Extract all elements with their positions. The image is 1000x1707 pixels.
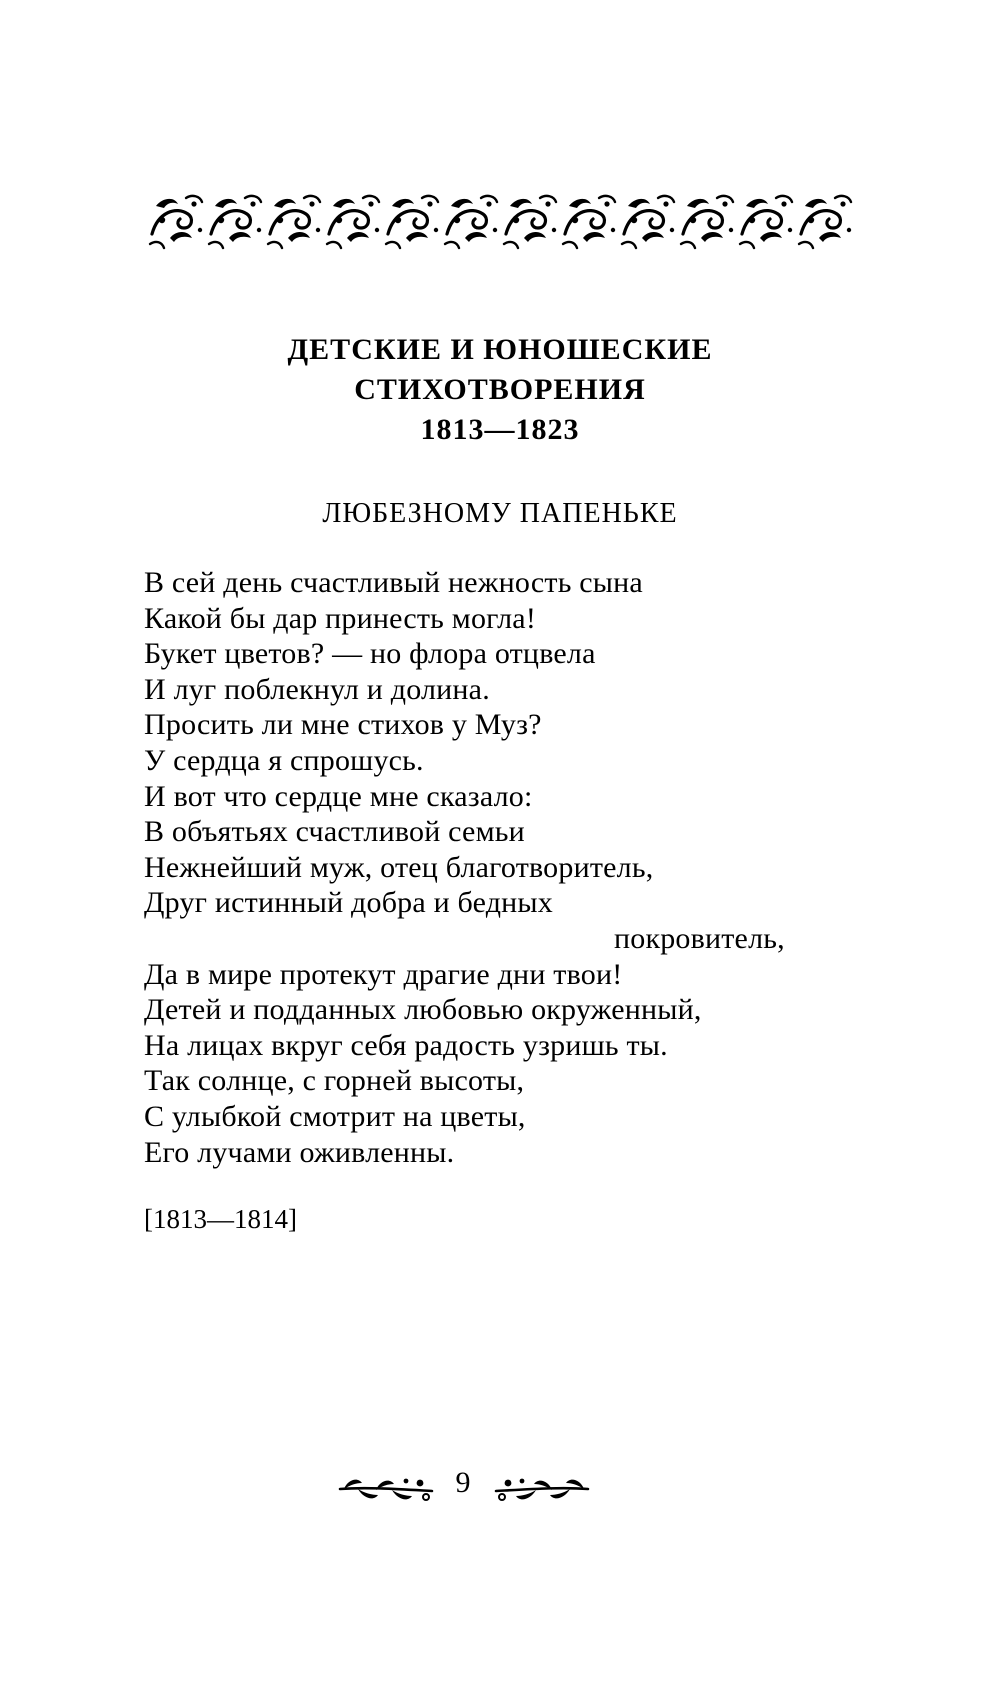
ornament-motif-icon bbox=[386, 196, 438, 248]
poem-line-continuation: покровитель, bbox=[614, 921, 785, 955]
poem-line: Какой бы дар принесть могла! bbox=[144, 601, 537, 635]
poem-line: Просить ли мне стихов у Муз? bbox=[144, 708, 542, 742]
ornament-motif-icon bbox=[563, 196, 615, 248]
section-title bbox=[0, 330, 1000, 450]
ornament-motif-icon bbox=[150, 196, 202, 248]
page-footer bbox=[0, 1463, 1000, 1513]
poem-line: Нежнейший муж, отец благотворитель, bbox=[144, 850, 654, 884]
ornament-motif-icon bbox=[740, 196, 792, 248]
ornament-motif-icon bbox=[327, 196, 379, 248]
page-number: 9 bbox=[455, 1466, 471, 1499]
poem-text bbox=[144, 565, 844, 1170]
poem-date: [1813—1814] bbox=[144, 1204, 297, 1234]
ornament-motif-icon bbox=[622, 196, 674, 248]
poem-line: На лицах вкруг себя радость узришь ты. bbox=[144, 1028, 668, 1062]
poem-line: Его лучами оживленны. bbox=[144, 1135, 455, 1169]
poem-line: Детей и подданных любовью окруженный, bbox=[144, 993, 702, 1027]
poem-title: ЛЮБЕЗНОМУ ПАПЕНЬКЕ bbox=[322, 498, 678, 529]
ornament-motif-icon bbox=[268, 196, 320, 248]
poem-line: С улыбкой смотрит на цветы, bbox=[144, 1099, 526, 1133]
section-title-line-2: СТИХОТВОРЕНИЯ bbox=[354, 373, 646, 406]
poem-line: Да в мире протекут драгие дни твои! bbox=[144, 957, 623, 991]
floral-sprig-left-icon bbox=[336, 1469, 436, 1509]
poem-line: Букет цветов? — но флора отцвела bbox=[144, 637, 596, 671]
ornament-motif-icon bbox=[445, 196, 497, 248]
poem-line: И вот что сердце мне сказало: bbox=[144, 779, 533, 813]
ornament-motif-icon bbox=[504, 196, 556, 248]
ornament-motif-icon bbox=[681, 196, 733, 248]
poem-line: Так солнце, с горней высоты, bbox=[144, 1064, 525, 1098]
poem-line: У сердца я спрошусь. bbox=[144, 743, 424, 777]
poem-line: И луг поблекнул и долина. bbox=[144, 672, 490, 706]
floral-ornament-band-icon bbox=[148, 188, 858, 250]
section-title-line-1: ДЕТСКИЕ И ЮНОШЕСКИЕ bbox=[287, 333, 713, 366]
ornament-motif-icon bbox=[209, 196, 261, 248]
ornament-motif-icon bbox=[799, 196, 851, 248]
poem-line: В объятьях счастливой семьи bbox=[144, 815, 525, 849]
floral-sprig-right-icon bbox=[492, 1469, 592, 1509]
poem-line: В сей день счастливый нежность сына bbox=[144, 566, 643, 599]
section-years: 1813—1823 bbox=[420, 413, 580, 446]
poem-line: Друг истинный добра и бедных bbox=[144, 886, 553, 920]
